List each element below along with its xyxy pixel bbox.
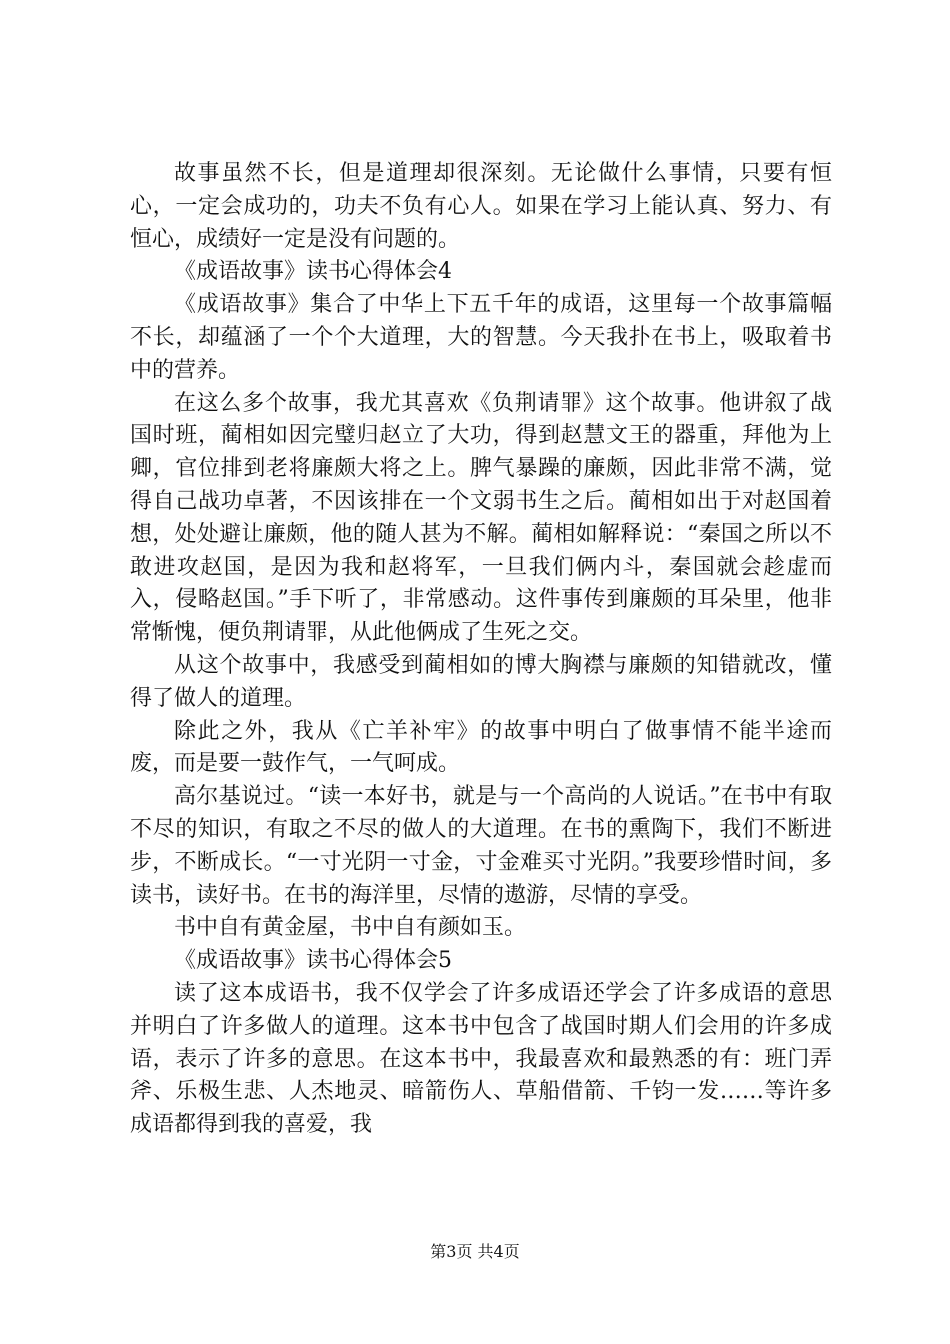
paragraph-2: 《成语故事》集合了中华上下五千年的成语，这里每一个故事篇幅不长，却蕴涵了一个个大道理，大的智慧。今天我扑在书上，吸取着书中的营养。: [130, 292, 832, 383]
page-number-footer: 第3页 共4页: [430, 1242, 520, 1261]
paragraph-6: 高尔基说过。“读一本好书，就是与一个高尚的人说话。”在书中有取不尽的知识，有取之不尽的做人的大道理。在书的熏陶下，我们不断进步，不断成长。“一寸光阴一寸金，寸金难买寸光阴。”我要珍惜时间，多读书，读好书。在书的海洋里，尽情的遨游，尽情的享受。: [130, 784, 832, 908]
paragraph-5: 除此之外，我从《亡羊补牢》的故事中明白了做事情不能半途而废，而是要一鼓作气，一气呵成。: [130, 718, 832, 777]
paragraph-3: 在这么多个故事，我尤其喜欢《负荆请罪》这个故事。他讲叙了战国时班，蔺相如因完璧归赵立了大功，得到赵慧文王的器重，拜他为上卿，官位排到老将廉颇大将之上。脾气暴躁的廉颇，因此非常不满，觉得自己战功卓著，不因该排在一个文弱书生之后。蔺相如出于对赵国着想，处处避让廉颇，他的随人甚为不解。蔺相如解释说：“秦国之所以不敢进攻赵国，是因为我和赵将军，一旦我们俩内斗，秦国就会趁虚而入，侵略赵国。”手下听了，非常感动。这件事传到廉颇的耳朵里，他非常惭愧，便负荆请罪，从此他俩成了生死之交。: [130, 390, 832, 646]
paragraph-4: 从这个故事中，我感受到蔺相如的博大胸襟与廉颇的知错就改，懂得了做人的道理。: [130, 652, 832, 711]
paragraph-1: 故事虽然不长，但是道理却很深刻。无论做什么事情，只要有恒心，一定会成功的，功夫不负有心人。如果在学习上能认真、努力、有恒心，成绩好一定是没有问题的。: [130, 161, 832, 252]
paragraph-8: 读了这本成语书，我不仅学会了许多成语还学会了许多成语的意思并明白了许多做人的道理。这本书中包含了战国时期人们会用的许多成语，表示了许多的意思。在这本书中，我最喜欢和最熟悉的有：班门弄斧、乐极生悲、人杰地灵、暗箭伤人、草船借箭、千钧一发……等许多成语都得到我的喜爱，我: [130, 980, 832, 1138]
paragraph-7: 书中自有黄金屋，书中自有颜如玉。: [174, 915, 527, 941]
document-body: [130, 158, 832, 1142]
section-heading-4: 《成语故事》读书心得体会4: [174, 259, 452, 285]
section-heading-5: 《成语故事》读书心得体会5: [174, 948, 452, 974]
